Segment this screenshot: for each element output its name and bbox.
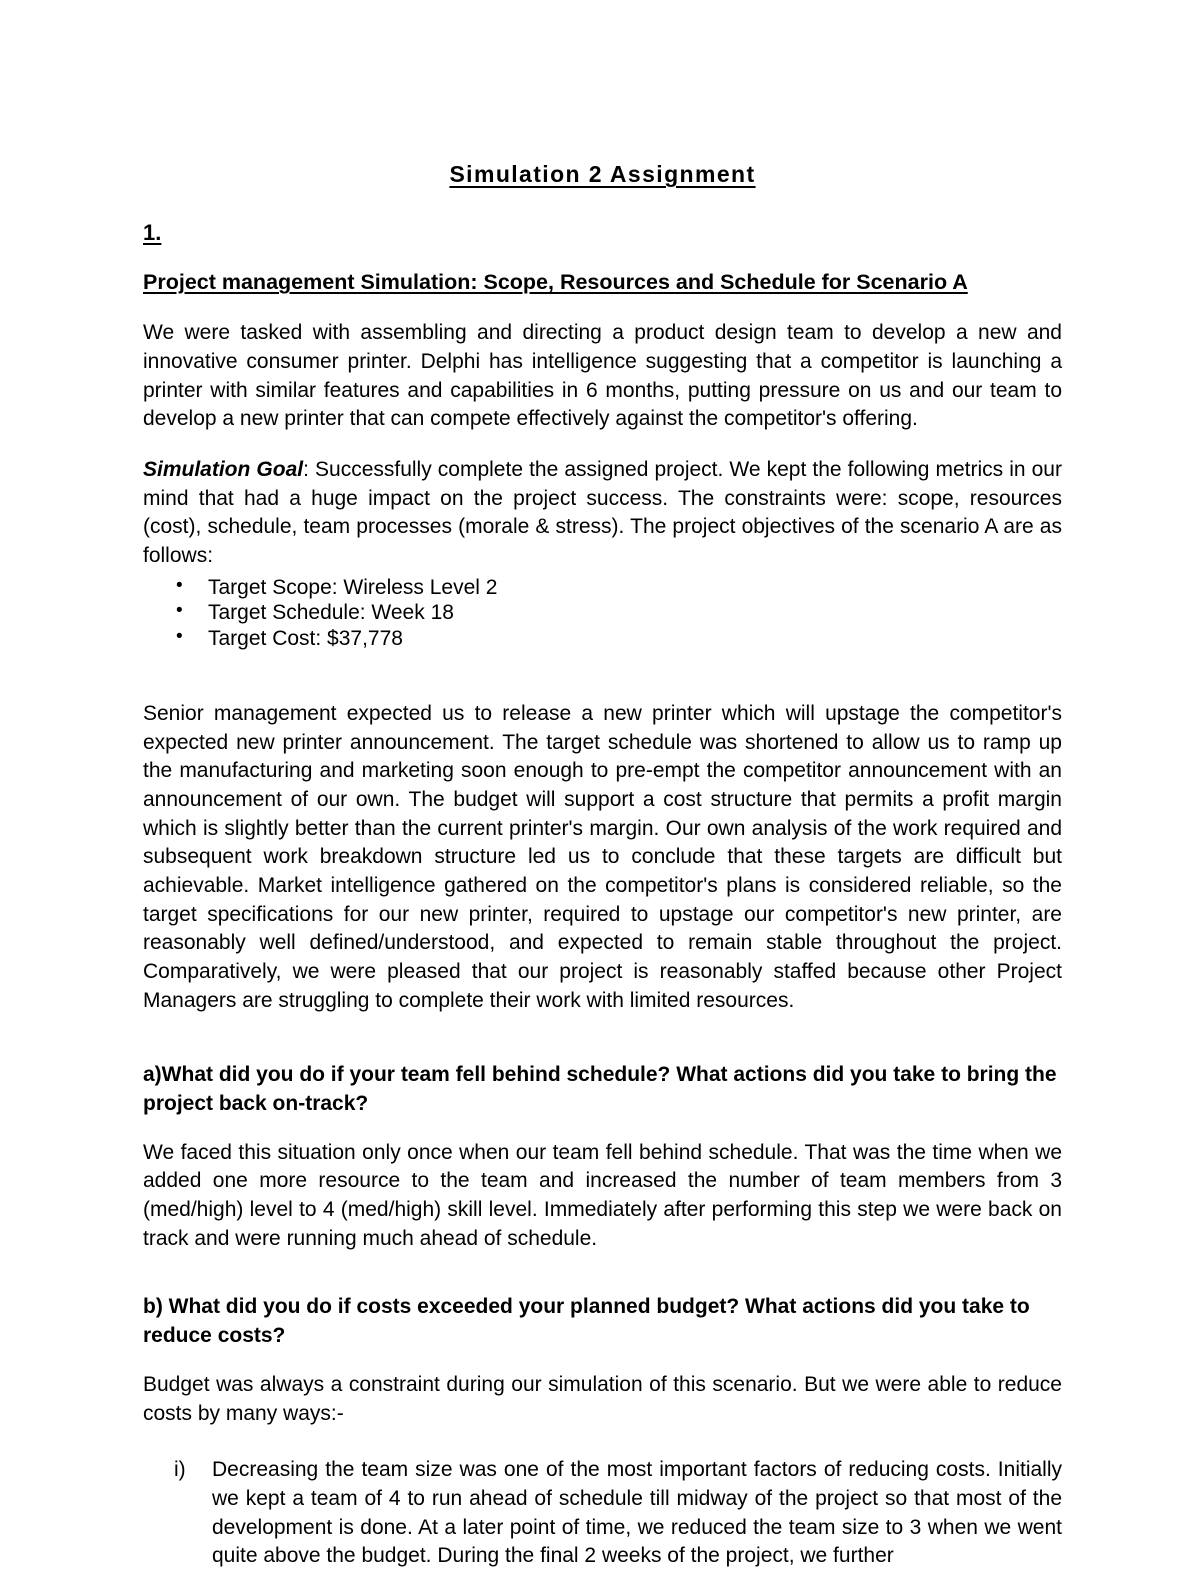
section-heading-text: Project management Simulation: Scope, Resources and Schedule for Scenario A — [143, 270, 968, 295]
list-item — [143, 600, 1062, 626]
management-paragraph: Senior management expected us to release a new printer which will upstage the competitor's expected new printer announcement. The target schedule was shortened to allow us to ramp up the manufacturing and marketing soon enough to pre-empt the competitor announcement with an announcement of our own. The budget will support a cost structure that permits a profit margin which is slightly better than the current printer's margin. Our own analysis of the work required and subsequent work breakdown structure led us to conclude that these targets are difficult but achievable. Market intelligence gathered on the competitor's plans is considered reliable, so the target specifications for our new printer, required to upstage our competitor's new printer, are reasonably well defined/understood, and expected to remain stable throughout the project. Comparatively, we were pleased that our project is reasonably staffed because other Project Managers are struggling to complete their work with limited resources. — [143, 702, 1062, 1012]
objectives-list — [143, 571, 1062, 652]
list-item-text: Decreasing the team size was one of the most important factors of reducing costs. Initially we kept a team of 4 to run ahead of schedule till midway of the project so that most of the development is done. At a later point of time, we reduced the team size to 3 when we went quite above the budget. During the final 2 weeks of the project, we further — [212, 1458, 1062, 1568]
simulation-goal-paragraph — [143, 434, 1062, 571]
question-a-answer: We faced this situation only once when our team fell behind schedule. That was the time when we added one more resource to the team and increased the number of team members from 3 (med/high) level to 4 (med/high) skill level. Immediately after performing this step we were back on track and were running much ahead of schedule. — [143, 1140, 1062, 1250]
objective-label: Target Scope: Wireless Level 2 — [208, 575, 498, 599]
page-title — [143, 0, 1062, 189]
page-title-text: Simulation 2 Assignment — [449, 161, 756, 187]
question-b-answer: Budget was always a constraint during our simulation of this scenario. But we were able to reduce costs by many ways:- — [143, 1372, 1062, 1425]
cost-reduction-list — [143, 1428, 1062, 1571]
simulation-goal-label: Simulation Goal — [143, 457, 304, 481]
intro-paragraph: We were tasked with assembling and directing a product design team to develop a new and innovative consumer printer. Delphi has intelligence suggesting that a competitor is launching a printer with similar features and capabilities in 6 months, putting pressure on us and our team to develop a new printer that can compete effectively against the competitor's offering. — [143, 321, 1062, 431]
question-number — [143, 189, 1062, 248]
list-item — [143, 575, 1062, 601]
list-item — [143, 1456, 1062, 1571]
list-item-marker: i) — [174, 1458, 186, 1482]
list-item — [143, 626, 1062, 652]
objective-label: Target Schedule: Week 18 — [208, 601, 454, 625]
section-heading — [143, 247, 1062, 297]
question-a-heading: a)What did you do if your team fell behind schedule? What actions did you take to bring the project back on-track? — [143, 1063, 1057, 1115]
simulation-goal-text: : Successfully complete the assigned project. We kept the following metrics in our mind that had a huge impact on the project success. The constraints were: scope, resources (cost), schedule, team processes (morale & stress). The project objectives of the scenario A are as follows: — [143, 457, 1062, 567]
question-b-heading: b) What did you do if costs exceeded your planned budget? What actions did you take to reduce costs? — [143, 1295, 1030, 1348]
objective-label: Target Cost: $37,778 — [208, 627, 403, 651]
question-number-text: 1. — [143, 219, 162, 245]
